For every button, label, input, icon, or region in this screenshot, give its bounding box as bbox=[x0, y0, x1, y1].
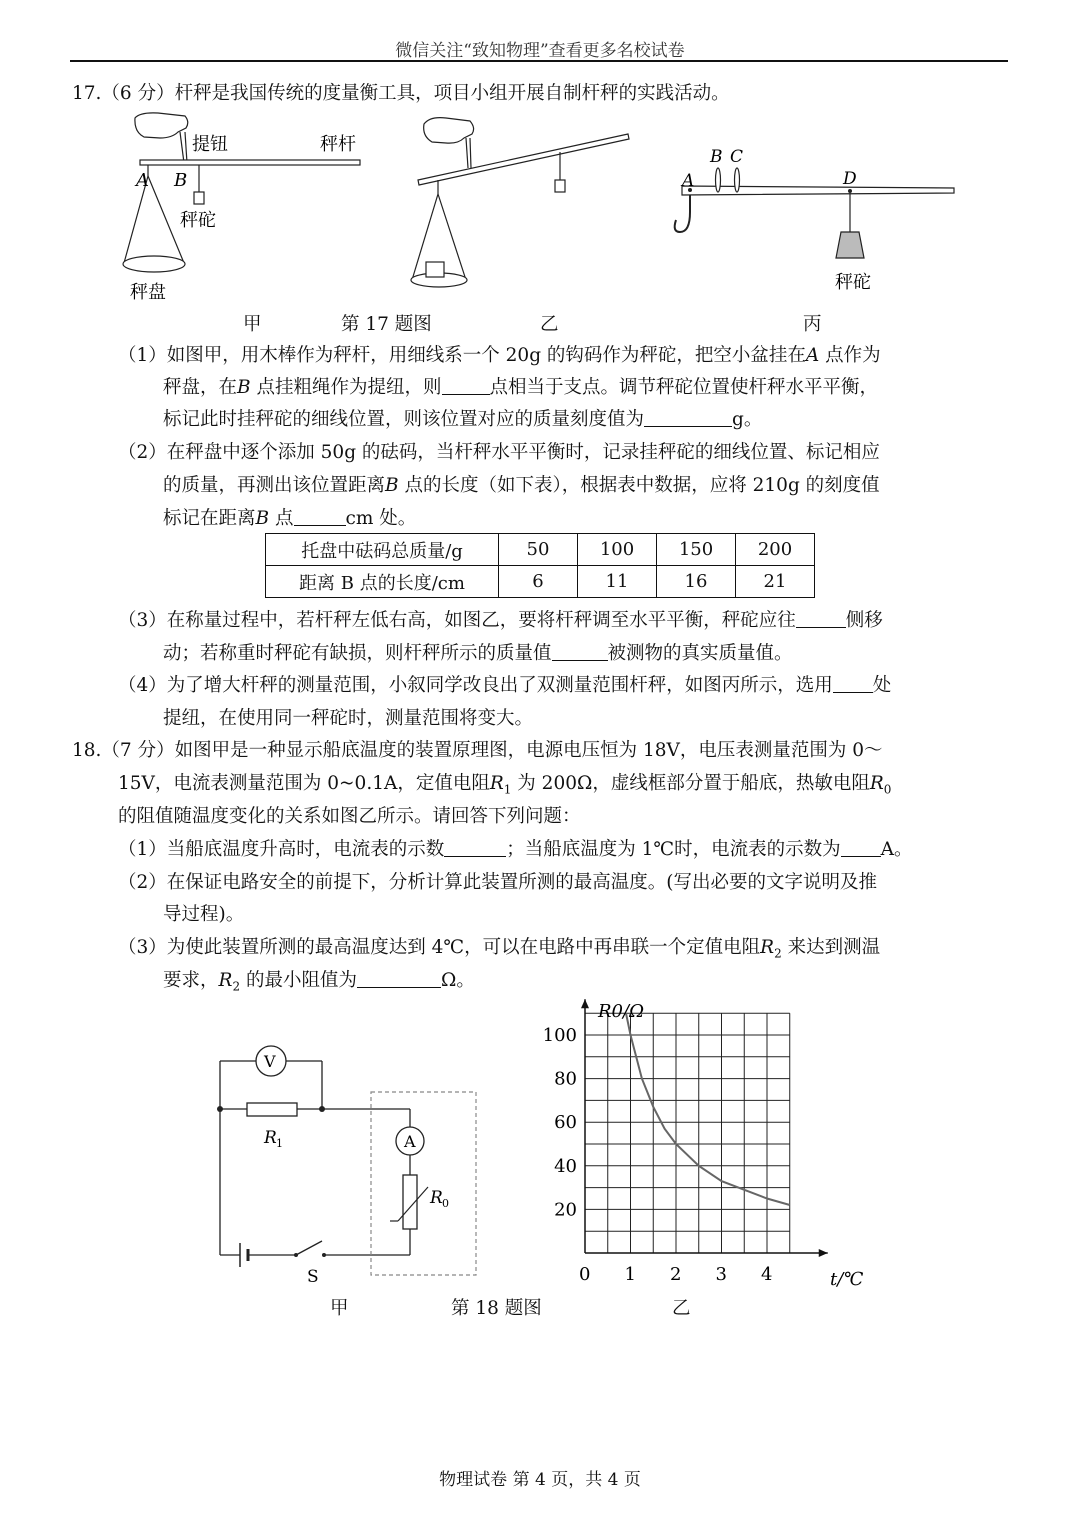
x-tick-label: 0 bbox=[579, 1264, 591, 1285]
scale-rod bbox=[682, 186, 954, 195]
q17-p3-line2: 动；若称重时秤砣有缺损，则杆秤所示的质量值 被测物的真实质量值。 bbox=[163, 637, 793, 670]
label-chengpan: 秤盘 bbox=[130, 282, 166, 303]
table-row bbox=[266, 566, 815, 598]
y-tick-label: 80 bbox=[554, 1068, 577, 1090]
table-cell: 距离 B 点的长度/cm bbox=[266, 566, 499, 598]
svg-text:R: R bbox=[264, 1128, 277, 1148]
ring-B bbox=[716, 168, 721, 192]
table-cell: 托盘中砝码总质量/g bbox=[266, 534, 499, 566]
x-tick-label: 4 bbox=[761, 1264, 773, 1285]
q18-circuit-diagram bbox=[200, 1035, 500, 1295]
chart-axes bbox=[581, 999, 828, 1257]
chart-grid bbox=[585, 1013, 790, 1253]
q17-stem: 17.（6 分）杆秤是我国传统的度量衡工具，项目小组开展自制杆秤的实践活动。 bbox=[72, 83, 730, 104]
caption-fig17: 第 17 题图 bbox=[341, 314, 432, 335]
table-cell: 21 bbox=[736, 566, 815, 598]
q17-p1-line1: （1）如图甲，用木棒作为秤杆，用细线系一个 20g 的钩码作为秤砣，把空小盆挂在A 点作为 bbox=[118, 345, 881, 366]
q17-figure-jia bbox=[110, 108, 370, 306]
q17-p4-line2: 提纽，在使用同一秤砣时，测量范围将变大。 bbox=[163, 708, 534, 729]
label-A: A bbox=[136, 170, 149, 191]
counterweight bbox=[555, 180, 565, 192]
label-chenggan: 秤杆 bbox=[320, 134, 356, 155]
q17-p2-line3: 标记在距离B 点 cm 处。 bbox=[163, 502, 416, 535]
label-chengtuo: 秤砣 bbox=[180, 210, 216, 231]
r0-curve bbox=[626, 1013, 790, 1205]
y-tick-label: 20 bbox=[554, 1199, 577, 1221]
x-tick-label: 2 bbox=[670, 1264, 682, 1285]
hook-icon bbox=[675, 195, 690, 232]
table-cell: 6 bbox=[499, 566, 578, 598]
q18-line3: 的阻值随温度变化的关系如图乙所示。请回答下列问题： bbox=[118, 806, 581, 827]
counterweight bbox=[194, 192, 204, 204]
header-rule bbox=[70, 60, 1008, 62]
x-axis-label: t/℃ bbox=[830, 1269, 864, 1290]
answer-blank[interactable] bbox=[294, 505, 346, 526]
q17-p3-line1: （3）在称量过程中，若杆秤左低右高，如图乙，要将杆秤调至水平平衡，秤砣应往 侧移 bbox=[118, 604, 883, 637]
ring-C bbox=[735, 168, 740, 192]
svg-text:A: A bbox=[404, 1132, 416, 1151]
answer-blank[interactable] bbox=[644, 406, 732, 427]
svg-text:0: 0 bbox=[442, 1197, 449, 1210]
table-cell: 200 bbox=[736, 534, 815, 566]
answer-blank[interactable] bbox=[444, 836, 506, 857]
resistor-R1 bbox=[247, 1103, 297, 1116]
label-D: D bbox=[843, 169, 857, 189]
caption-yi: 乙 bbox=[672, 1298, 691, 1319]
caption-jia: 甲 bbox=[243, 314, 262, 335]
y-tick-label: 100 bbox=[542, 1025, 577, 1046]
page-footer: 物理试卷 第 4 页，共 4 页 bbox=[439, 1470, 641, 1490]
y-axis-arrow bbox=[581, 999, 589, 1008]
hull-dashed-box bbox=[371, 1092, 476, 1275]
table-row bbox=[266, 534, 815, 566]
caption-bing: 丙 bbox=[803, 314, 822, 335]
q17-p1-line2: 秤盘，在B 点挂粗绳作为提纽，则 点相当于支点。调节秤砣位置使杆秤水平平衡， bbox=[163, 371, 878, 404]
caption-yi: 乙 bbox=[540, 314, 559, 335]
label-chengtuo: 秤砣 bbox=[835, 272, 871, 293]
scale-rod bbox=[140, 160, 360, 165]
svg-text:1: 1 bbox=[276, 1137, 283, 1150]
q18-p2-line2: 导过程)。 bbox=[163, 904, 245, 925]
q17-p2-line2: 的质量，再测出该位置距离B 点的长度（如下表），根据表中数据，应将 210g 的刻度值 bbox=[163, 475, 880, 496]
label-B: B bbox=[710, 147, 723, 167]
q17-figure-yi bbox=[400, 112, 640, 290]
y-tick-label: 60 bbox=[554, 1112, 577, 1134]
q17-p2-line1: （2）在秤盘中逐个添加 50g 的砝码，当杆秤水平平衡时，记录挂秤砣的细线位置、标记相应 bbox=[118, 442, 880, 463]
answer-blank[interactable] bbox=[552, 640, 608, 661]
label-tiniu: 提钮 bbox=[192, 134, 228, 155]
label-C: C bbox=[730, 147, 744, 167]
svg-text:S: S bbox=[307, 1267, 319, 1287]
label-A: A bbox=[682, 171, 695, 191]
pan-weight bbox=[426, 262, 444, 277]
answer-blank[interactable] bbox=[796, 607, 846, 628]
answer-blank[interactable] bbox=[841, 836, 881, 857]
table-cell: 11 bbox=[578, 566, 657, 598]
q18-p1: （1）当船底温度升高时，电流表的示数 ；当船底温度为 1℃时，电流表的示数为 A。 bbox=[118, 833, 913, 866]
x-axis-arrow bbox=[819, 1249, 828, 1257]
counterweight bbox=[836, 232, 864, 258]
table-cell: 16 bbox=[657, 566, 736, 598]
caption-fig18: 第 18 题图 bbox=[451, 1298, 542, 1319]
q17-figure-bing bbox=[670, 140, 970, 300]
q17-p4-line1: （4）为了增大杆秤的测量范围，小叙同学改良出了双测量范围杆秤，如图丙所示，选用 处 bbox=[118, 669, 891, 702]
x-tick-label: 1 bbox=[624, 1264, 636, 1285]
svg-text:R: R bbox=[430, 1188, 443, 1208]
answer-blank[interactable] bbox=[442, 374, 490, 395]
scale-pan bbox=[123, 256, 185, 272]
y-axis-label: R0/Ω bbox=[598, 1001, 644, 1022]
switch-icon bbox=[296, 1241, 322, 1255]
answer-blank[interactable] bbox=[357, 967, 441, 988]
caption-jia: 甲 bbox=[330, 1298, 349, 1319]
table-cell: 150 bbox=[657, 534, 736, 566]
page-header: 微信关注“致知物理”查看更多名校试卷 bbox=[395, 41, 685, 61]
q18-line1: 18.（7 分）如图甲是一种显示船底温度的装置原理图，电源电压恒为 18V，电压表测量范围为 0～ bbox=[72, 740, 883, 761]
q18-line2: 15V，电流表测量范围为 0~0.1A，定值电阻$R_1$ 为 200Ω，虚线框部分置于船底，热敏电阻$R_0$ bbox=[118, 773, 892, 797]
answer-blank[interactable] bbox=[833, 672, 873, 693]
table-cell: 50 bbox=[499, 534, 578, 566]
q18-r0-temperature-chart bbox=[540, 995, 880, 1295]
svg-text:V: V bbox=[264, 1052, 276, 1071]
label-B: B bbox=[174, 170, 188, 191]
table-cell: 100 bbox=[578, 534, 657, 566]
q18-p3-line1: （3）为使此装置所测的最高温度达到 4℃，可以在电路中再串联一个定值电阻$R_2$ 来达到测温 bbox=[118, 937, 881, 961]
q18-p2-line1: （2）在保证电路安全的前提下，分析计算此装置所测的最高温度。(写出必要的文字说明及推 bbox=[118, 872, 877, 893]
x-tick-label: 3 bbox=[715, 1264, 727, 1285]
q17-data-table bbox=[265, 533, 815, 598]
q18-p3-line2: 要求，$R_2$ 的最小阻值为 Ω。 bbox=[163, 964, 475, 1004]
q17-p1-line3: 标记此时挂秤砣的细线位置，则该位置对应的质量刻度值为 g。 bbox=[163, 403, 762, 436]
y-tick-label: 40 bbox=[554, 1155, 577, 1177]
